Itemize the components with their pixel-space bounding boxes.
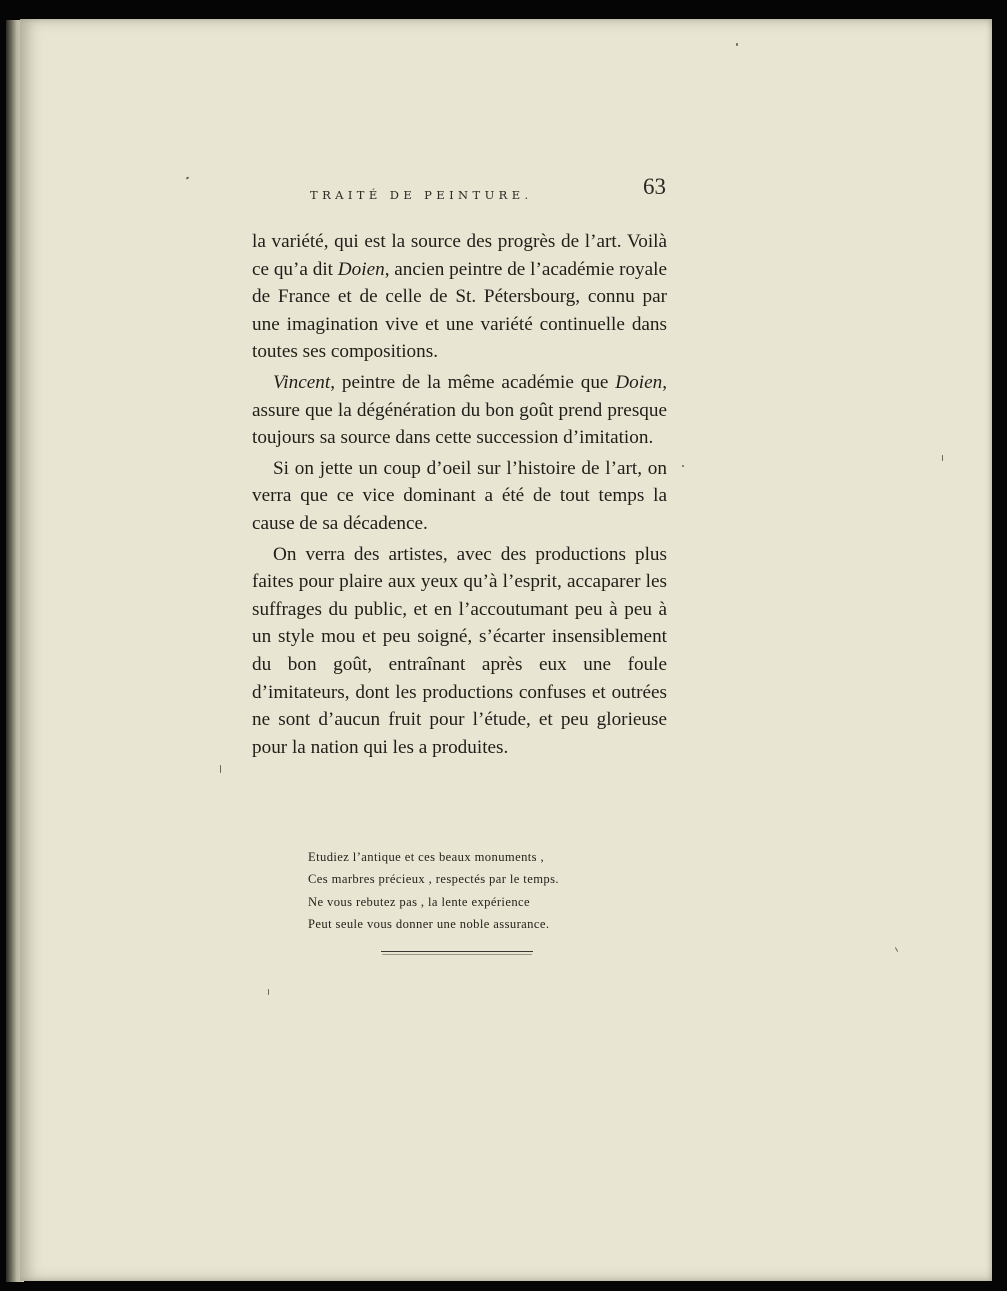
- verse-quotation: [308, 846, 628, 936]
- body-text: [252, 228, 667, 761]
- closing-rule-shadow: [382, 954, 532, 955]
- paragraph-1-text-b: , ancien peintre de l’académie royale de France et de celle de St. Pétersbourg, connu par une imagination vive et une variété continuelle dans toutes ses compositions.: [252, 258, 668, 363]
- name-doien: Doien: [615, 371, 663, 393]
- closing-rule: [381, 951, 533, 952]
- paragraph-2-text-b: , assure que la dégénération du bon goût prend presque toujours sa source dans cette succession d’imitation.: [252, 371, 667, 449]
- verse-line: Etudiez l’antique et ces beaux monuments ,: [308, 850, 545, 864]
- paper-speck: [942, 455, 943, 461]
- paper-speck: [220, 765, 221, 773]
- running-title: TRAITÉ DE PEINTURE.: [310, 188, 533, 202]
- paper-speck: [268, 989, 269, 995]
- page-number: 63: [643, 174, 666, 199]
- paragraph-3: Si on jette un coup d’oeil sur l’histoire de l’art, on verra que ce vice dominant a été de tout temps la cause de sa décadence.: [252, 457, 667, 534]
- name-vincent: Vincent: [273, 371, 331, 393]
- paragraph-4: On verra des artistes, avec des productions plus faites pour plaire aux yeux qu’à l’esprit, accaparer les suffrages du public, et en l’accoutumant peu à peu à un style mou et peu soigné, s’écarter insensiblement du bon goût, entraînant après eux une foule d’imitateurs, dont les productions confuses et outrées ne sont d’aucun fruit pour l’étude, et peu glorieuse pour la nation qui les a produites.: [252, 543, 667, 758]
- paper-speck: [895, 947, 898, 952]
- paragraph-1: [252, 228, 667, 366]
- paragraph-2: [252, 369, 667, 452]
- verse-line: Ne vous rebutez pas , la lente expérience: [308, 894, 531, 909]
- name-doien: Doien: [337, 258, 385, 280]
- verse-line: Ces marbres précieux , respectés par le temps.: [308, 872, 559, 887]
- paragraph-2-text-a: , peintre de la même académie que: [330, 371, 616, 393]
- paper-speck: [736, 43, 738, 46]
- paper-speck: [682, 465, 684, 467]
- paper-speck: [186, 176, 190, 179]
- verse-line: Peut seule vous donner une noble assurance.: [308, 917, 550, 932]
- paragraph-1-text-a: la variété, qui est la source des progrès de l’art. Voilà ce qu’a dit: [252, 231, 667, 280]
- page-header: [310, 174, 666, 204]
